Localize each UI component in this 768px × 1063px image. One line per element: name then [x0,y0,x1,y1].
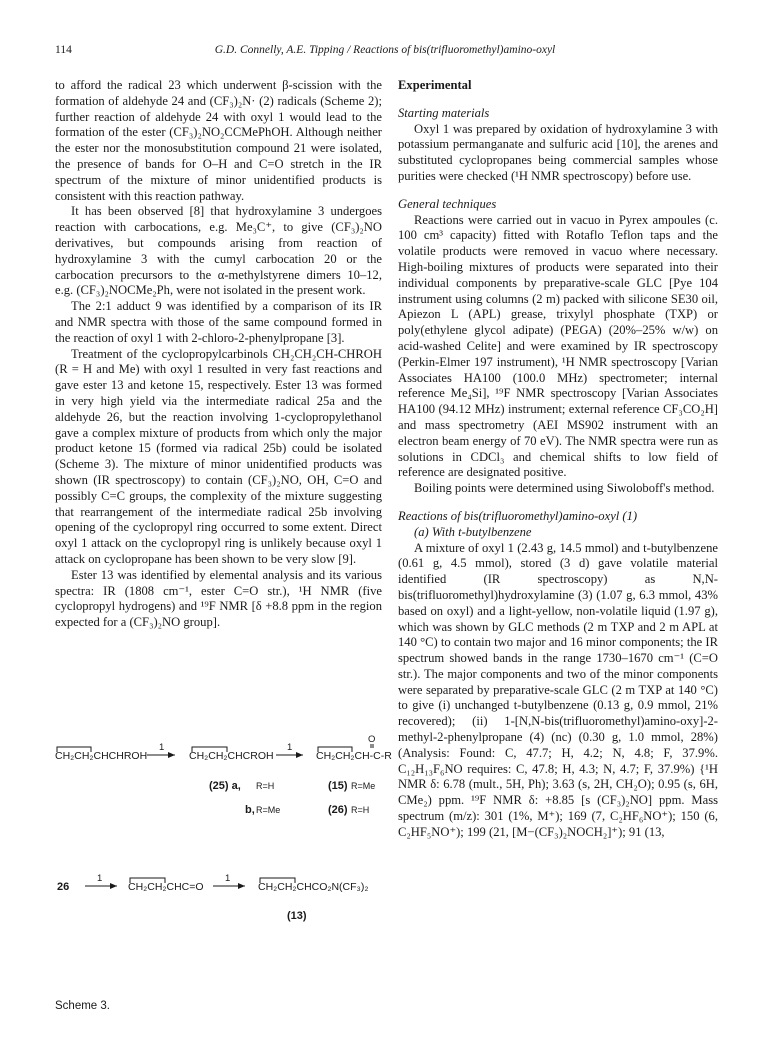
radical-formula: CH₂CH₂CHCROH [189,750,274,762]
section-heading: Experimental [398,78,472,92]
page-header [55,44,715,60]
reagent-label: 1 [159,742,165,753]
substituent-label: R=Me [351,781,376,791]
scheme-3 [55,734,392,1012]
arrow-head [296,752,303,758]
paragraph: It has been observed [8] that hydroxylamine 3 undergoes reaction with carbocations, e.g. Me₃C⁺, to give (CF₃)₂NO derivatives, but compounds arising from reaction of hydroxylamine 3 with the cumyl carbocation 20 or the carbocation precursors to the α-methylstyrene dimers 10–12, e.g. (CF₃)₂NOCMe₂Ph, were not isolated in the present work. [55,204,382,298]
compound-label-26: (26) [328,804,348,816]
paragraph: Reactions were carried out in vacuo in Pyrex ampoules (c. 100 cm³ capacity) fitted with Rotaflo Teflon taps and the volatile products were removed in vacuo where necessary. High-boiling mixtures of products were separated into their individual components by preparative-scale GLC [Pye 104 instrument using columns (2 m) packed with silicone SE30 oil, Apiezon L (APL) grease, trixylyl phosphate (TXP) or poly(ethylene glycol adipate) (PEGA) (20%–25% w/w) on acid-washed Celite] and were examined by IR spectroscopy (Perkin-Elmer 197 instrument), ¹H NMR spectroscopy [Varian Associates HA100 (100.0 MHz) spectrometer; internal reference Me₄Si], ¹⁹F NMR spectroscopy [Varian Associates HA100 (94.12 MHz) instrument; external reference CF₃CO₂H] and mass spectrometry (AEI MS902 instrument with an electron beam energy of 70 eV). The NMR spectra were run as solutions in CDCl₃ and chemical shifts to low field of reference are designated positive. [398,212,718,480]
left-column [55,78,382,631]
compound-label-15: (15) [328,780,348,792]
reagent-label: 1 [287,742,293,753]
arrow-head [238,883,245,889]
arrow-head [168,752,175,758]
paragraph: The 2:1 adduct 9 was identified by a comparison of its IR and NMR spectra with those of the same compound formed in the reaction of oxyl 1 with 2-chloro-2-phenylpropane [3]. [55,299,382,345]
acyl-radical-formula: CH₂CH₂CHC=O [128,881,204,893]
reagent-label: 1 [225,873,231,884]
subsection-heading: General techniques [398,196,497,211]
scheme-caption: Scheme 3. [55,1000,110,1012]
compound-label-13: (13) [287,910,307,922]
compound-label-25a: (25) a, [209,780,241,792]
paragraph: Ester 13 was identified by elemental analysis and its various spectra: IR (1808 cm⁻¹, ester C=O str.), ¹H NMR (five cyclopropyl hydrogens) and ¹⁹F NMR [δ +8.8 ppm in the region expected for a (CF₃)₂NO group]. [55,567,382,630]
paragraph: Treatment of the cyclopropylcarbinols CH₂CH₂CH-CHROH (R = H and Me) with oxyl 1 resulted in very fast reactions and gave ester 13 and ketone 15, respectively. Ester 13 was formed in very high yield via the intermediate radical 25a and the aldehyde 26, but the reaction involving 1-cyclopropylethanol gave a complex mixture of products from which only the major product ketone 15 (formed via radical 25b) could be isolated (Scheme 3). The mixture of minor unidentified products was shown (IR spectroscopy) to contain (CF₃)₂NO, OH, C=O and possibly C=C groups, the complexity of the mixture suggesting that rearrangement of the intermediate radical 25b involving opening of the cyclopropyl ring occurred to some extent. Direct oxyl 1 attack on the cyclopropyl ring is unlikely because oxyl 1 attack on cyclopropane has been shown to be very slow [9]. [55,346,382,566]
paragraph: Boiling points were determined using Siwoloboff's method. [414,481,715,496]
paragraph: A mixture of oxyl 1 (2.43 g, 14.5 mmol) and t-butylbenzene (0.61 g, 4.5 mmol), stored (3 d) gave volatile material identified (IR spectroscopy) as N,N-bis(trifluoromethyl)hydroxylamine (3) (1.07 g, 6.3 mmol, 43% based on oxyl) and a light-yellow, non-volatile liquid (1.97 g), which was shown by GLC methods (2 m TXP and 2 m APL at 140 °C) to contain two major and 16 minor components; the IR spectrum showed bands in the range 1730–1670 cm⁻¹ (C=O str.). The major components and two of the minor components were separated by preparative-scale GLC (2 m TXP at 140 °C) to give (i) unchanged t-butylbenzene (0.13 g, 0.9 mmol, 21% recovered); (ii) 1-[N,N-bis(trifluoromethyl)amino-oxy]-2-methyl-2-phenylpropane (4) (nc) (0.30 g, 1.0 mmol, 28%) (Analysis: Found: C, 47.7; H, 4.2; N, 4.8; F, 37.9%. C₁₂H₁₃F₆NO requires: C, 47.8; H, 4.3; N, 4.7; F, 37.9%) {¹H NMR δ: 6.78 (mult., 5H, Ph); 3.63 (s, 2H, CH₂O); 0.95 (s, 6H, CMe₂) ppm. ¹⁹F NMR δ: +8.85 [s (CF₃)₂NO] ppm. Mass spectrum (m/z): 301 (1%, M⁺); 169 (7, C₂HF₆NO⁺); 150 (6, C₂HF₅NO⁺); 199 (21, [M−(CF₃)₂NOCH₂]⁺); 91 (13, [398,540,718,839]
reagent-label: 1 [97,873,103,884]
substituent-label: R=H [351,805,370,815]
running-title: G.D. Connelly, A.E. Tipping / Reactions of bis(trifluoromethyl)amino-oxyl [214,44,556,56]
reactant-formula: CH₂CH₂CHCHROH [55,750,148,762]
substituent-label: R=Me [256,805,281,815]
subsection-heading: Starting materials [398,105,490,120]
right-column [398,78,718,841]
ester-formula: CH₂CH₂CHCO₂N(CF₃)₂ [258,881,369,893]
arrow-head [110,883,117,889]
substituent-label: R=H [256,781,275,791]
subsection-heading: Reactions of bis(trifluoromethyl)amino-oxyl (1) [398,508,638,523]
carbonyl-oxygen: O [368,734,376,745]
compound-label-25b: b, [245,804,255,816]
subsubsection-heading: (a) With t-butylbenzene [414,524,532,539]
paragraph: to afford the radical 23 which underwent β-scission with the formation of aldehyde 24 and (CF₃)₂N· (2) radicals (Scheme 2); further reaction of aldehyde 24 with oxyl 1 would lead to the formation of the ester (CF₃)₂NO₂CCMePhOH. Although neither the ester nor the monosubstitution compound 21 were isolated, the presence of bands for O–H and C=O stretch in the IR spectrum of the mixture of minor unidentified products is consistent with this reaction pathway. [55,78,382,203]
product-formula: CH₂CH₂CH-C-R [316,750,392,762]
page-number: 114 [55,44,72,56]
paragraph: Oxyl 1 was prepared by oxidation of hydroxylamine 3 with potassium permanganate and sulfuric acid [10], the arenes and substituted cyclopropanes being commercial samples whose purities were checked (¹H NMR spectroscopy) before use. [398,121,718,183]
compound-label-26: 26 [57,881,70,893]
scheme-3-diagram [55,734,392,1000]
